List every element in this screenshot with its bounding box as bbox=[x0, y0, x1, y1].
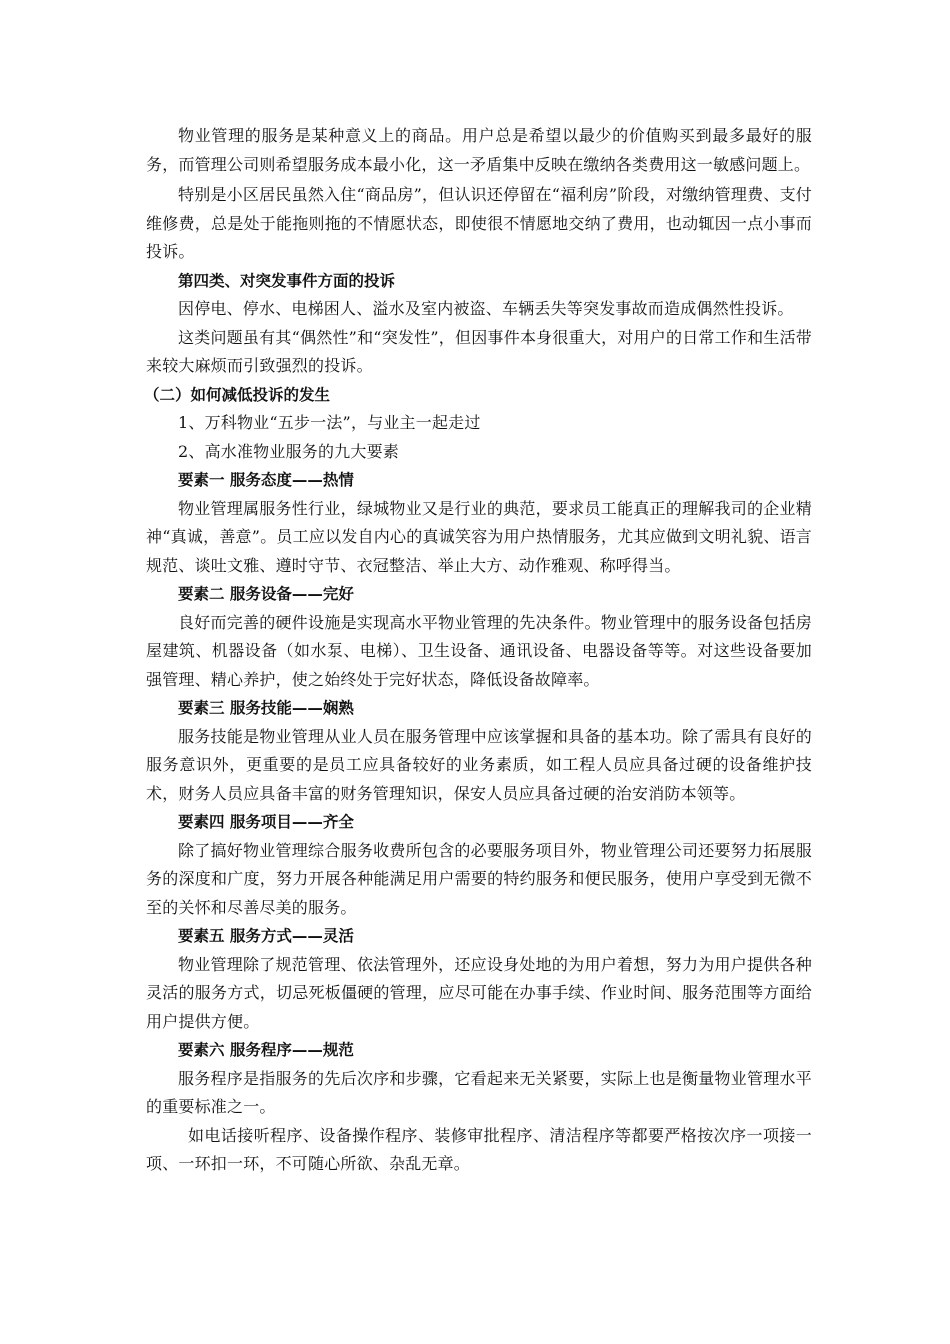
heading-reduce-complaints: （二）如何减低投诉的发生 bbox=[144, 385, 331, 404]
list-item-nine-elements: 2、高水准物业服务的九大要素 bbox=[178, 441, 399, 461]
heading-category-four: 第四类、对突发事件方面的投诉 bbox=[178, 271, 396, 290]
heading-element-one: 要素一 服务态度——热情 bbox=[178, 471, 354, 489]
heading-element-four: 要素四 服务项目——齐全 bbox=[178, 813, 354, 831]
heading-element-six: 要素六 服务程序——规范 bbox=[178, 1041, 354, 1059]
paragraph-emergency-nature: 这类问题虽有其“偶然性”和“突发性”，但因事件本身很重大，对用户的日常工作和生活带来较大麻烦而引致强烈的投诉。 bbox=[146, 327, 812, 375]
heading-element-five: 要素五 服务方式——灵活 bbox=[178, 927, 354, 945]
heading-element-three: 要素三 服务技能——娴熟 bbox=[178, 699, 354, 717]
paragraph-element-two: 良好而完善的硬件设施是实现高水平物业管理的先决条件。物业管理中的服务设备包括房屋建筑、机器设备（如水泵、电梯）、卫生设备、通讯设备、电器设备等等。对这些设备要加强管理、精心养护，使之始终处于完好状态，降低设备故障率。 bbox=[146, 612, 812, 689]
paragraph-procedures-example: 如电话接听程序、设备操作程序、装修审批程序、清洁程序等都要严格按次序一项接一项、一环扣一环，不可随心所欲、杂乱无章。 bbox=[146, 1125, 812, 1173]
paragraph-residents-attitude: 特别是小区居民虽然入住“商品房”，但认识还停留在“福利房”阶段，对缴纳管理费、支付维修费，总是处于能拖则拖的不情愿状态，即使很不情愿地交纳了费用，也动辄因一点小事而投诉。 bbox=[146, 185, 812, 261]
paragraph-service-commodity: 物业管理的服务是某种意义上的商品。用户总是希望以最少的价值购买到最多最好的服务，而管理公司则希望服务成本最小化，这一矛盾集中反映在缴纳各类费用这一敏感问题上。 bbox=[146, 126, 812, 174]
paragraph-element-four: 除了搞好物业管理综合服务收费所包含的必要服务项目外，物业管理公司还要努力拓展服务的深度和广度，努力开展各种能满足用户需要的特约服务和便民服务，使用户享受到无微不至的关怀和尽善尽美的服务。 bbox=[146, 840, 812, 917]
paragraph-element-one: 物业管理属服务性行业，绿城物业又是行业的典范，要求员工能真正的理解我司的企业精神“真诚，善意”。员工应以发自内心的真诚笑容为用户热情服务，尤其应做到文明礼貌、语言规范、谈吐文雅、遵时守节、衣冠整洁、举止大方、动作雅观、称呼得当。 bbox=[146, 498, 812, 575]
document-body bbox=[146, 122, 812, 1179]
paragraph-element-three: 服务技能是物业管理从业人员在服务管理中应该掌握和具备的基本功。除了需具有良好的服务意识外，更重要的是员工应具备较好的业务素质，如工程人员应具备过硬的设备维护技术，财务人员应具备丰富的财务管理知识，保安人员应具备过硬的治安消防本领等。 bbox=[146, 726, 812, 803]
paragraph-emergency-causes: 因停电、停水、电梯困人、溢水及室内被盗、车辆丢失等突发事故而造成偶然性投诉。 bbox=[178, 299, 794, 318]
paragraph-element-six: 服务程序是指服务的先后次序和步骤，它看起来无关紧要，实际上也是衡量物业管理水平的重要标准之一。 bbox=[146, 1068, 812, 1116]
paragraph-element-five: 物业管理除了规范管理、依法管理外，还应设身处地的为用户着想，努力为用户提供各种灵活的服务方式，切忌死板僵硬的管理，应尽可能在办事手续、作业时间、服务范围等方面给用户提供方便。 bbox=[146, 954, 812, 1031]
heading-element-two: 要素二 服务设备——完好 bbox=[178, 585, 354, 603]
list-item-vanke-method: 1、万科物业“五步一法”，与业主一起走过 bbox=[178, 413, 481, 432]
